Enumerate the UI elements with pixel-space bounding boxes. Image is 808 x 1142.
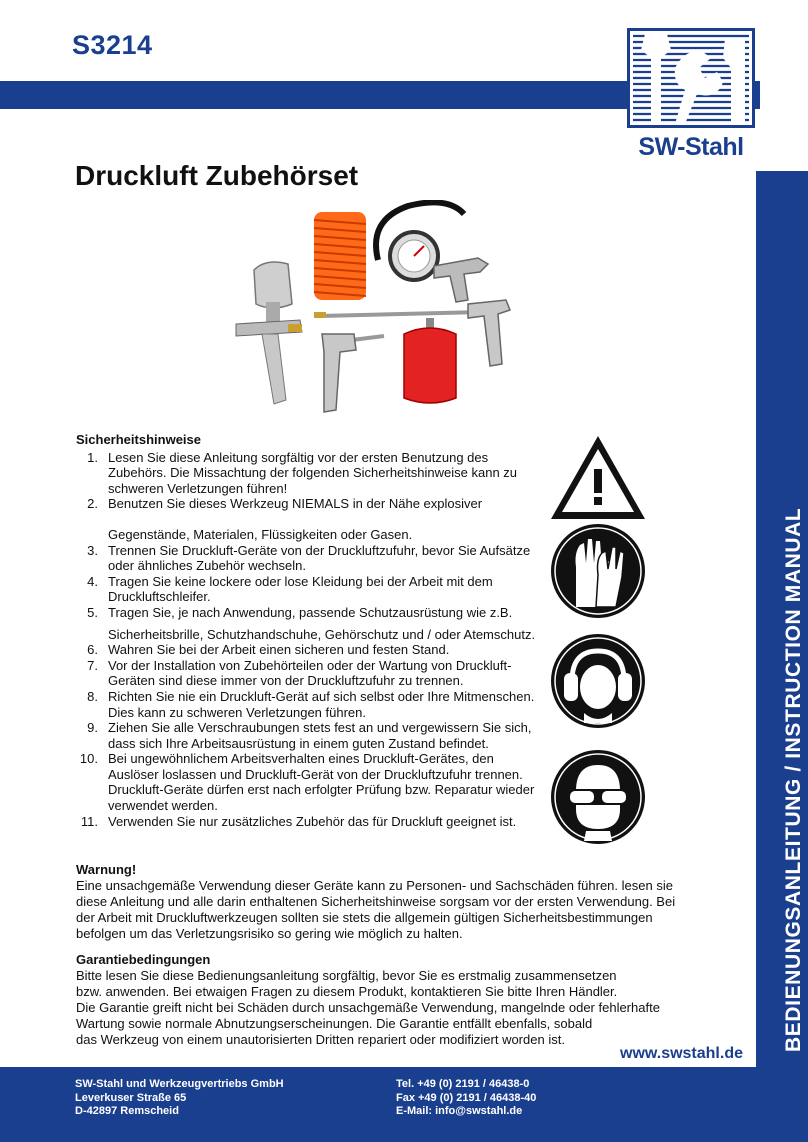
fax: Fax +49 (0) 2191 / 46438-40 [396, 1091, 537, 1104]
city: D-42897 Remscheid [75, 1105, 179, 1117]
footer-address [75, 1078, 284, 1119]
page-title: Druckluft Zubehörset [75, 160, 359, 191]
item-number: 11. [80, 813, 98, 829]
item-number: 8. [87, 688, 98, 704]
footer [0, 1067, 808, 1142]
guarantee-line: Die Garantie greift nicht bei Schäden durch unsachgemäße Verwendung, mangelnde oder fehlerhafte [76, 1000, 660, 1015]
item-text: Bei ungewöhnlichem Arbeitsverhalten eines Druckluft-Gerätes, den Auslöser loslassen und Druckluft-Gerät von der Druckluftzufuhr trennen. Druckluft-Geräte dürfen erst nach erfolgter Prüfung bzw. Reparatur wieder verwendet werden. [108, 751, 535, 814]
item-text: Wahren Sie bei der Arbeit einen sicheren und festen Stand. [108, 642, 450, 658]
list-item [76, 658, 546, 689]
item-text: Ziehen Sie alle Verschraubungen stets fest an und vergewissern Sie sich, dass sich Ihre Arbeitsausrüstung in einem guten Zustand befindet. [108, 720, 532, 751]
brand-logo [627, 28, 755, 166]
item-text: Lesen Sie diese Anleitung sorgfältig vor der ersten Benutzung des Zubehörs. Die Missachtung der folgenden Sicherheitshinweise kann zu schweren Verletzungen führen! [108, 449, 518, 496]
item-text-cont: Gegenstände, Materialen, Flüssigkeiten oder Gasen. [108, 526, 413, 542]
blow-gun [322, 334, 384, 412]
safety-section [76, 432, 546, 829]
ear-protection-icon [550, 633, 646, 729]
item-text: Tragen Sie, je nach Anwendung, passende Schutzausrüstung wie z.B. [108, 604, 513, 620]
item-number: 3. [87, 542, 98, 558]
list-item [76, 450, 546, 497]
item-number: 6. [87, 642, 98, 658]
safety-heading: Sicherheitshinweise [76, 432, 201, 447]
item-text: Vor der Installation von Zubehörteilen oder der Wartung von Druckluft-Geräten sind diese immer von der Druckluftzufuhr zu trennen. [108, 657, 512, 689]
phone: Tel. +49 (0) 2191 / 46438-0 [396, 1078, 530, 1090]
item-text: Verwenden Sie nur zusätzliches Zubehör das für Druckluft geeignet ist. [108, 813, 517, 829]
warning-triangle-icon [548, 433, 648, 523]
logo-mark-icon [627, 28, 755, 128]
manual-label: BEDIENUNGSANLEITUNG / INSTRUCTION MANUAL [782, 507, 805, 1052]
item-text-cont: Sicherheitsbrille, Schutzhandschuhe, Gehörschutz und / oder Atemschutz. [108, 626, 536, 642]
item-number: 9. [87, 720, 98, 736]
item-number: 5. [87, 604, 98, 620]
item-text: Benutzen Sie dieses Werkzeug NIEMALS in der Nähe explosiver [108, 496, 483, 512]
item-text: Trennen Sie Druckluft-Geräte von der Druckluftzufuhr, bevor Sie Aufsätze oder ähnliches Zubehör wechseln. [108, 542, 531, 574]
list-item [76, 543, 546, 574]
product-image [228, 200, 528, 416]
item-number: 2. [87, 496, 98, 512]
guarantee-heading: Garantiebedingungen [76, 952, 211, 967]
warning-heading: Warnung! [76, 862, 137, 877]
guarantee-section [76, 952, 696, 1048]
list-item [76, 689, 546, 720]
company-name: SW-Stahl und Werkzeugvertriebs GmbH [75, 1078, 284, 1090]
guarantee-line: das Werkzeug von einem unautorisierten Dritten repariert oder modifiziert worden ist. [76, 1032, 565, 1047]
model-number: S3214 [72, 30, 153, 60]
list-item [76, 496, 546, 542]
guarantee-line: Bitte lesen Sie diese Bedienungsanleitung sorgfältig, bevor Sie es erstmalig zusammensetzen [76, 968, 617, 983]
item-number: 10. [79, 751, 98, 767]
footer-contact [396, 1078, 536, 1119]
warning-text: Eine unsachgemäße Verwendung dieser Geräte kann zu Personen- und Sachschäden führen. lesen sie diese Anleitung und alle darin enthaltenen Sicherheitshinweise sorgsam vor der ersten Verwendung. Bei der Arbeit mit Druckluftwerkzeugen sollten sie stets die allgemein gültigen Sicherheitsbestimmungen befolgen um das Verletzungsrisiko so gering wie möglich zu halten. [76, 878, 676, 941]
list-item [76, 751, 546, 813]
item-text: Richten Sie nie ein Druckluft-Gerät auf sich selbst oder Ihre Mitmenschen. Dies kann zu schweren Verletzungen führen. [108, 688, 535, 720]
website-link[interactable]: www.swstahl.de [620, 1045, 743, 1062]
safety-list [76, 450, 546, 830]
logo-text: SW-Stahl [638, 133, 744, 161]
guarantee-line: bzw. anwenden. Bei etwaigen Fragen zu diesem Produkt, kontaktieren Sie bitte Ihren Händler. [76, 984, 618, 999]
tyre-inflator [376, 202, 488, 302]
list-item [76, 642, 546, 658]
street: Leverkuser Straße 65 [75, 1091, 187, 1104]
warning-section [76, 862, 676, 942]
gloves-icon [550, 523, 646, 619]
item-text: Tragen Sie keine lockere oder lose Kleidung bei der Arbeit mit dem Druckluftschleifer. [108, 573, 493, 605]
list-item [76, 574, 546, 605]
list-item [76, 814, 546, 830]
email-link[interactable]: E-Mail: info@swstahl.de [396, 1105, 523, 1117]
item-number: 1. [87, 449, 98, 465]
guarantee-line: Wartung sowie normale Abnutzungserscheinungen. Die Garantie entfällt ebenfalls, sobald [76, 1016, 593, 1031]
item-number: 4. [87, 573, 98, 589]
list-item [76, 720, 546, 751]
item-number: 7. [87, 657, 98, 673]
coil-hose [314, 212, 366, 300]
safety-goggles-icon [550, 749, 646, 845]
list-item [76, 605, 546, 642]
spray-gun [236, 262, 302, 404]
